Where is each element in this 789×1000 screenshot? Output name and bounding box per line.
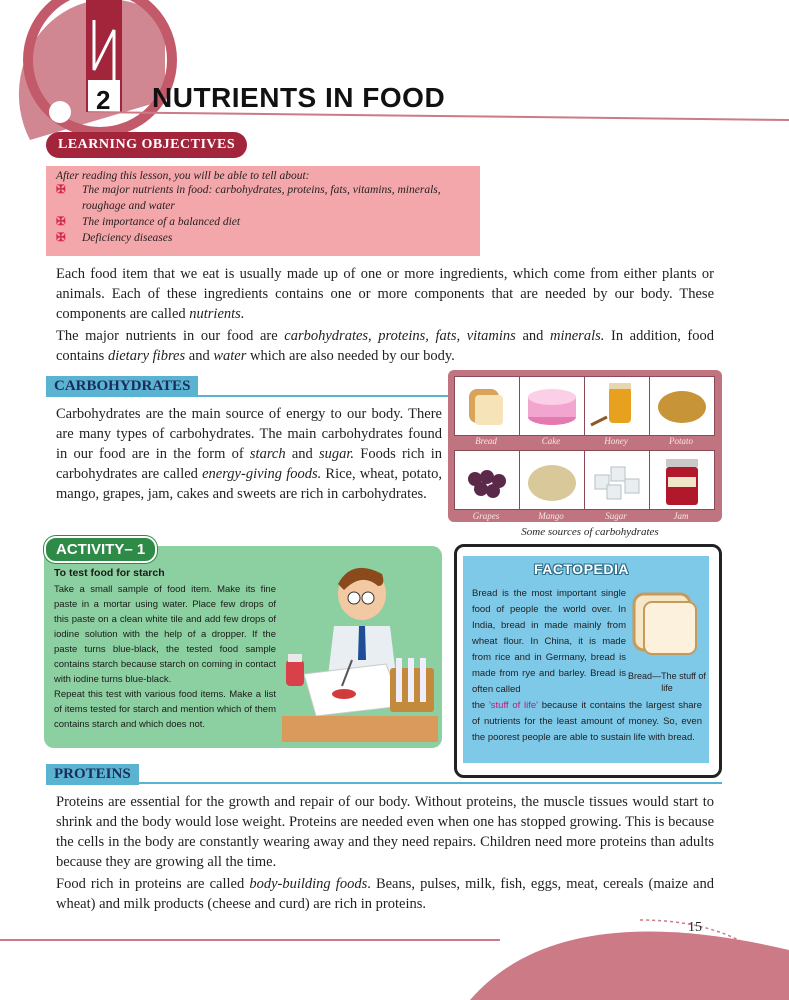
bullet-icon: ✠: [56, 184, 66, 196]
objective-item: ✠ The major nutrients in food: carbohydrates, proteins, fats, vitamins, minerals, roughage and water: [56, 184, 441, 212]
activity-title: To test food for starch: [54, 567, 165, 579]
bullet-icon: ✠: [56, 232, 66, 244]
activity-paragraph-2: Repeat this test with various food items. Make a list of items tested for starch and mention which of them contains starch and which does not.: [54, 689, 276, 730]
learning-objectives-heading: LEARNING OBJECTIVES: [46, 132, 247, 158]
objective-item: ✠ Deficiency diseases: [56, 232, 173, 244]
proteins-paragraph-2: Food rich in proteins are called body-building foods. Beans, pulses, milk, fish, eggs, meat, cereals (maize and wheat) and milk products (cheese and curd) are rich in proteins.: [56, 876, 714, 912]
food-label: Cake: [541, 436, 561, 446]
food-label: Bread: [475, 436, 497, 446]
factopedia-text-b: the 'stuff of life' because it contains the largest share of nutrients for the least amount of money. So, even the poorest people are able to sustain life with bread.: [472, 700, 702, 743]
food-label: Honey: [604, 436, 628, 446]
activity-paragraph-1: Take a small sample of food item. Make its fine paste in a mortar using water. Place few drops of this paste on a clean white tile and add few drops of iodine solution with the help of a dropper. If the paste turns blue-black, the tested food sample contains starch because starch on coming in contact with iodine turns blue-black.: [54, 584, 276, 685]
carbohydrate-sources-panel: [448, 370, 722, 522]
food-label: Grapes: [472, 511, 500, 521]
boy-experiment-illustration: [282, 556, 438, 742]
section-divider: [46, 395, 448, 397]
intro-paragraph-1: Each food item that we eat is usually made up of one or more ingredients, which come from either plants or animals. Each of these ingredients contains one or more components that are needed by our body. These components are called nutrients.: [56, 266, 714, 322]
bread-image: [454, 376, 520, 436]
bread-image-caption: Bread—The stuff of life: [628, 671, 706, 693]
jam-image: [649, 450, 715, 510]
carbohydrates-heading: CARBOHYDRATES: [46, 376, 198, 397]
bullet-icon: ✠: [56, 216, 66, 228]
activity-label: ACTIVITY– 1: [44, 536, 157, 563]
carbohydrates-paragraph: Carbohydrates are the main source of energy to our body. There are many types of carbohydrates. The main carbohydrates found in our food are in the form of starch and sugar. Foods rich in carbohydrates are called energy-giving foods. Rice, wheat, potato, mango, grapes, jam, cakes and sweets are rich in carbohydrates.: [56, 406, 443, 502]
food-label: Jam: [673, 511, 689, 521]
sugar-image: [584, 450, 650, 510]
factopedia-text-a: Bread is the most important single food of people the world over. In India, bread in made mainly from wheat flour. In China, it is made from rice and in Germany, bread is made from rye and barley. Bread is often called: [472, 588, 626, 695]
learning-intro: After reading this lesson, you will be able to tell about:: [56, 170, 310, 182]
food-label: Potato: [669, 436, 693, 446]
page-number: 15: [688, 920, 702, 935]
chapter-title: NUTRIENTS IN FOOD: [152, 82, 446, 113]
section-divider: [46, 782, 722, 784]
objective-item: ✠ The importance of a balanced diet: [56, 216, 241, 228]
proteins-heading: PROTEINS: [46, 764, 139, 785]
mango-image: [519, 450, 585, 510]
carbohydrate-sources-caption: Some sources of carbohydrates: [521, 526, 659, 538]
factopedia-title: FACTOPEDIA: [534, 561, 629, 577]
footer-decoration: [0, 890, 789, 1000]
proteins-paragraph-1: Proteins are essential for the growth and repair of our body. Without proteins, the muscle tissues would start to shrink and the body would lose weight. Proteins are needed even when one has stopped growing. This is because the cells in the body are constantly wearing away and they need repairs. Children need more proteins than adults because they are growing all the time.: [56, 794, 714, 870]
bread-slices-image: [630, 588, 702, 662]
honey-image: [584, 376, 650, 436]
activity-text: [54, 566, 276, 732]
grapes-image: [454, 450, 520, 510]
potato-image: [649, 376, 715, 436]
chapter-header-decoration: [0, 0, 789, 140]
learning-objectives-box: [46, 166, 480, 256]
objectives-list: [46, 182, 480, 246]
cake-image: [519, 376, 585, 436]
food-label: Sugar: [605, 511, 627, 521]
intro-paragraph-2: The major nutrients in our food are carbohydrates, proteins, fats, vitamins and minerals. In addition, food contains dietary fibres and water which are also needed by our body.: [56, 328, 715, 364]
food-label: Mango: [538, 511, 564, 521]
chapter-number: 2: [96, 85, 111, 115]
